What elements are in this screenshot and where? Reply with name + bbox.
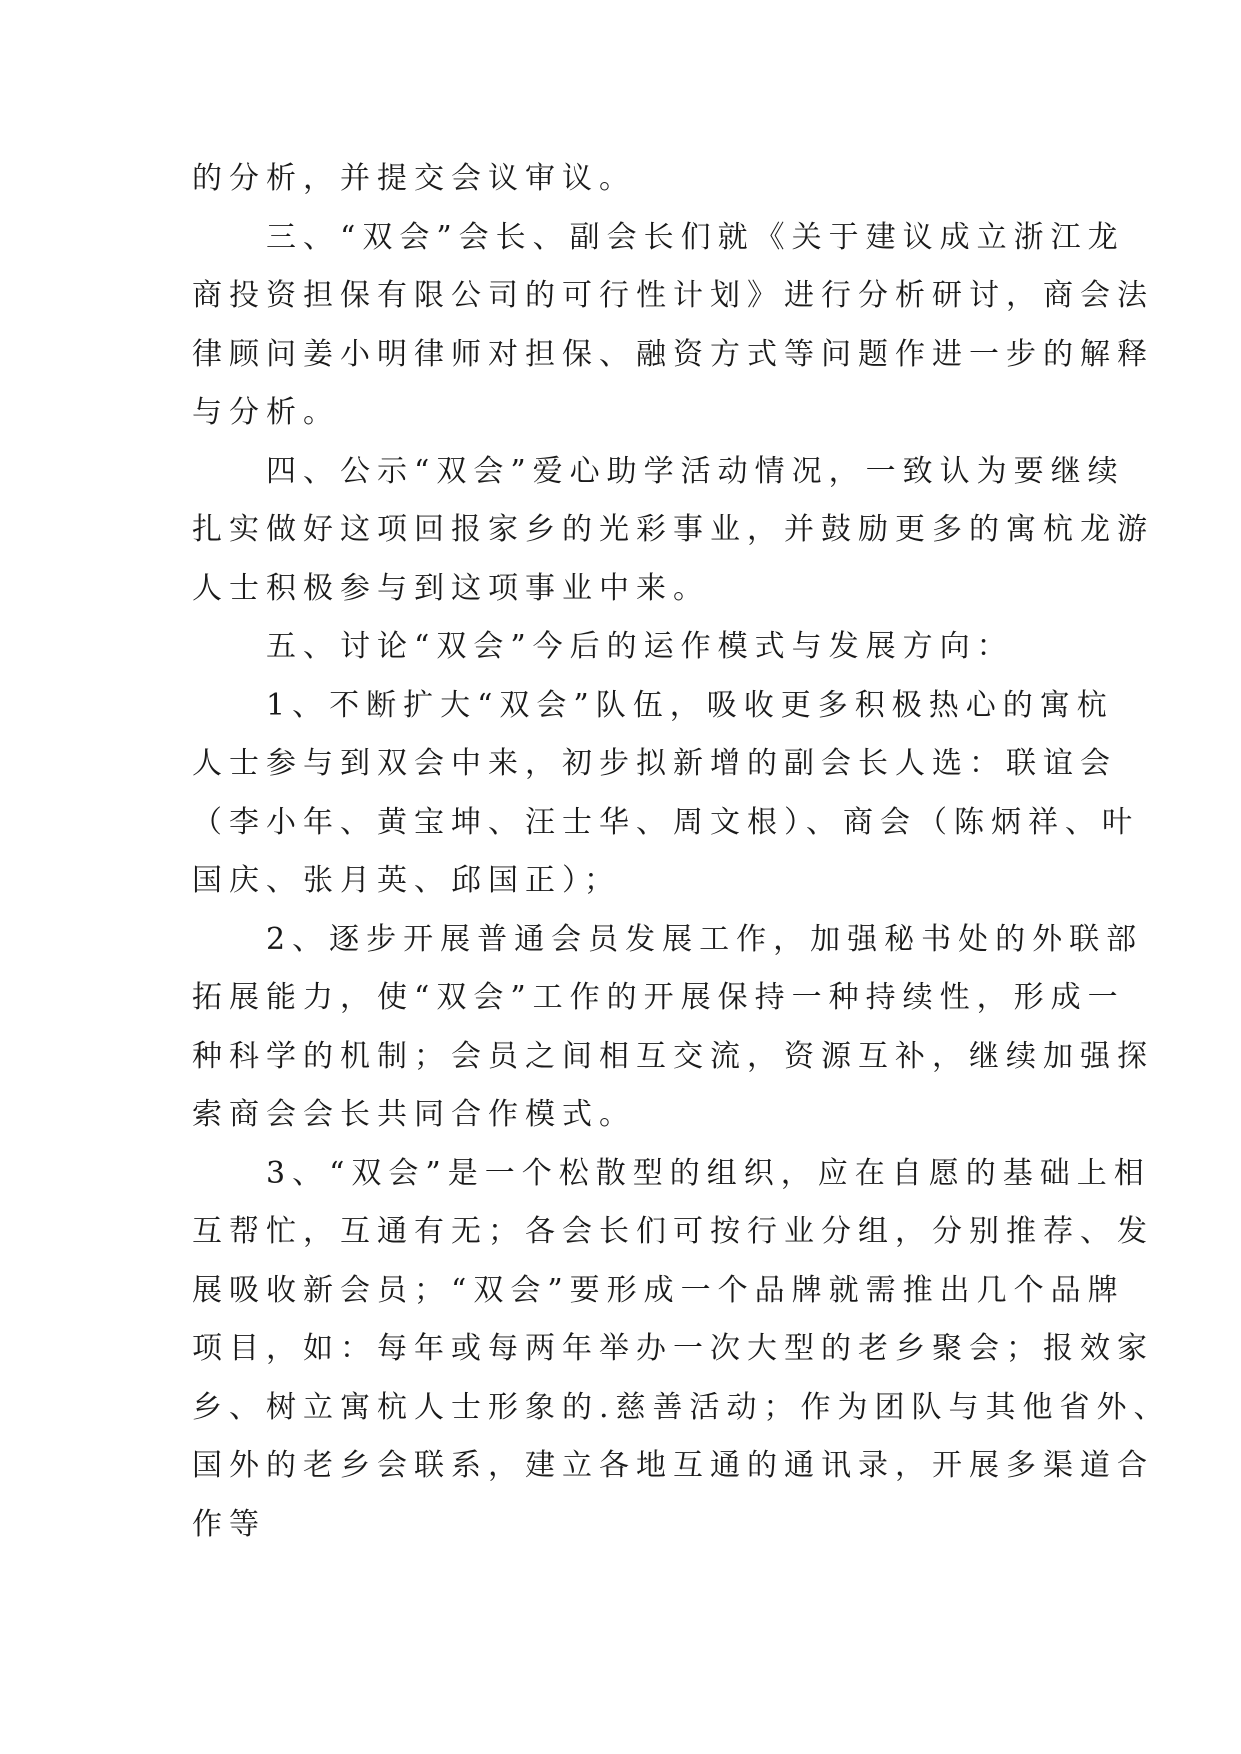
text-line: 种科学的机制；会员之间相互交流，资源互补，继续加强探 [192, 1038, 1154, 1074]
text-line: 扎实做好这项回报家乡的光彩事业，并鼓励更多的寓杭龙游 [192, 512, 1154, 547]
text-line: 三、“双会”会长、副会长们就《关于建议成立浙江龙 [266, 219, 1125, 255]
text-line: 商投资担保有限公司的可行性计划》进行分析研讨，商会法 [192, 278, 1154, 313]
text-line: 与分析。 [192, 395, 340, 430]
text-line: 的分析，并提交会议审议。 [192, 161, 636, 196]
text-line: 律顾问姜小明律师对担保、融资方式等问题作进一步的解释 [192, 336, 1154, 372]
text-line: 拓展能力，使“双会”工作的开展保持一种持续性，形成一 [192, 980, 1125, 1015]
text-line: 人士积极参与到这项事业中来。 [192, 570, 710, 606]
text-line: 国庆、张月英、邱国正）； [192, 863, 621, 898]
text-line: 国外的老乡会联系，建立各地互通的通讯录，开展多渠道合 [192, 1448, 1154, 1483]
text-line: 人士参与到双会中来，初步拟新增的副会长人选：联谊会 [192, 746, 1117, 781]
text-line: 互帮忙，互通有无；各会长们可按行业分组，分别推荐、发 [192, 1214, 1154, 1249]
text-line: 作等 [192, 1506, 266, 1542]
text-line: （李小年、黄宝坤、汪士华、周文根）、商会（陈炳祥、叶 [192, 804, 1139, 840]
text-line: 展吸收新会员；“双会”要形成一个品牌就需推出几个品牌 [192, 1272, 1125, 1308]
text-line: 四、公示“双会”爱心助学活动情况，一致认为要继续 [266, 453, 1125, 489]
text-line: 1、不断扩大“双会”队伍，吸收更多积极热心的寓杭 [266, 687, 1114, 723]
document-body [192, 150, 1171, 1554]
text-line: 索商会会长共同合作模式。 [192, 1097, 636, 1132]
text-line: 五、讨论“双会”今后的运作模式与发展方向： [266, 629, 1014, 664]
text-line: 乡、树立寓杭人士形象的.慈善活动；作为团队与其他省外、 [192, 1389, 1171, 1425]
text-line: 项目，如：每年或每两年举办一次大型的老乡聚会；报效家 [192, 1331, 1154, 1366]
text-line: 2、逐步开展普通会员发展工作，加强秘书处的外联部 [266, 921, 1144, 957]
text-line: 3、“双会”是一个松散型的组织，应在自愿的基础上相 [266, 1155, 1151, 1191]
